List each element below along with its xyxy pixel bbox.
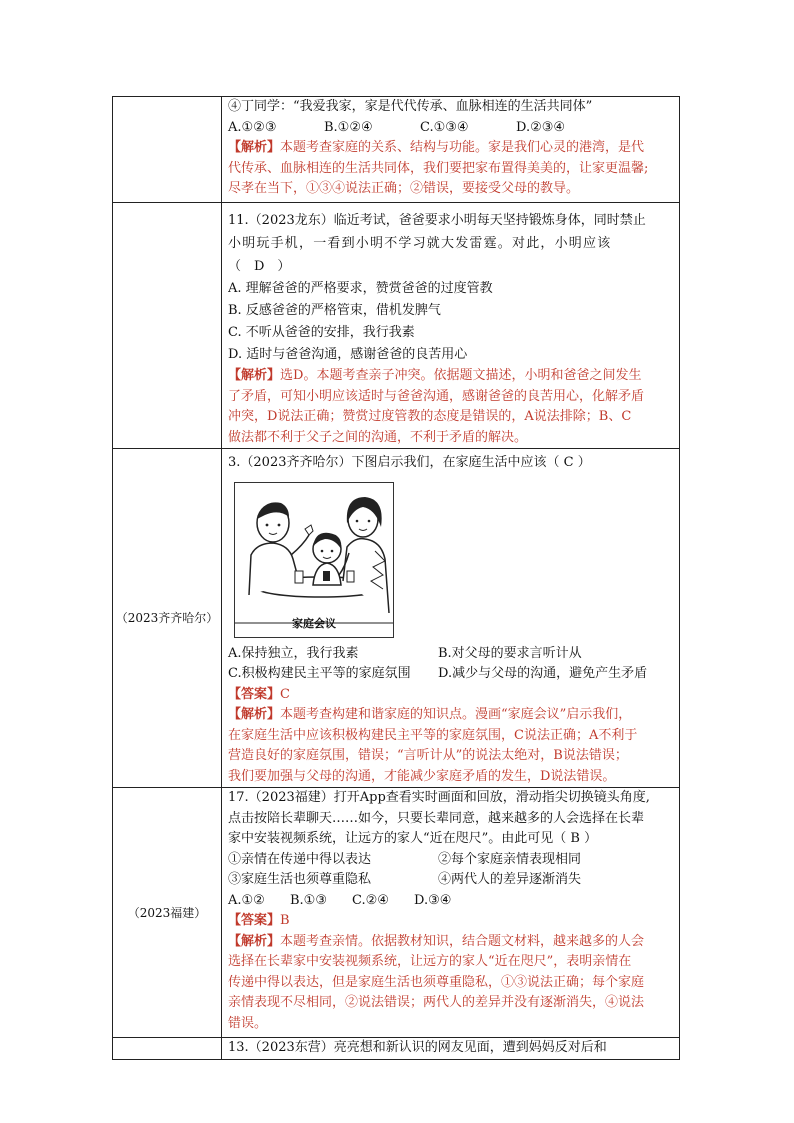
- region-cell: [113, 1038, 222, 1060]
- option-c: C.②④: [352, 892, 389, 908]
- statement-1: ①亲情在传递中得以表达: [228, 851, 372, 867]
- question-line: （ D ）: [228, 259, 291, 274]
- question-line: 17.（2023福建）打开App查看实时画面和回放，滑动指尖切换镜头角度,: [228, 790, 650, 805]
- analysis-text: 传递中得以表达，但是家庭生活也须尊重隐私，①③说法正确；每个家庭: [228, 974, 645, 990]
- question-line: 小明玩手机，一看到小明不学习就大发雷霆。对此，小明应该: [228, 236, 612, 251]
- answer-label: 【答案】: [228, 686, 281, 702]
- question-line: 11.（2023龙东）临近考试，爸爸要求小明每天坚持锻炼身体，同时禁止: [228, 213, 646, 228]
- options-row: [228, 891, 675, 912]
- content-cell: [222, 1038, 680, 1060]
- answer-value: B: [280, 913, 290, 928]
- analysis-text: 选择在长辈家中安装视频系统，让远方的家人“近在咫尺”，表明亲情在: [228, 954, 632, 969]
- option-a: A.保持独立，我行我素: [228, 645, 359, 661]
- analysis-text: 营造良好的家庭氛围，错误；“言听计从”的说法太绝对，B说法错误；: [228, 748, 628, 763]
- table-row: [113, 1038, 680, 1060]
- option-b: B.①②④: [324, 119, 373, 135]
- option-c: C. 不听从爸爸的安排，我行我素: [228, 325, 415, 340]
- option-a: A. 理解爸爸的严格要求，赞赏爸爸的过度管教: [228, 281, 493, 296]
- analysis-text: 亲情表现不尽相同，②说法错误；两代人的差异并没有逐渐消失，④说法: [228, 995, 645, 1010]
- question-table: [112, 96, 680, 1060]
- analysis-text: 冲突，D说法正确；赞赏过度管教的态度是错误的，A说法排除；B、C: [228, 409, 632, 424]
- content-cell: [222, 449, 680, 788]
- options-row: [228, 644, 675, 665]
- cartoon-caption: 家庭会议: [292, 617, 336, 630]
- content-cell: [222, 203, 680, 449]
- answer-value: C: [280, 686, 290, 702]
- options-row: [228, 118, 675, 139]
- statement-3: ③家庭生活也须尊重隐私: [228, 872, 372, 887]
- option-b: B.①③: [290, 892, 327, 908]
- region-cell: [113, 97, 222, 203]
- statement-2: ②每个家庭亲情表现相同: [438, 851, 582, 867]
- analysis-label: 【解析】: [228, 933, 281, 949]
- region-cell: [113, 203, 222, 449]
- statements-row: [228, 870, 675, 891]
- analysis-text: 尽孝在当下，①③④说法正确；②错误，要接受父母的教导。: [228, 181, 580, 196]
- analysis-text: 错误。: [228, 1015, 268, 1031]
- statements-row: [228, 850, 675, 871]
- options-row: [228, 664, 675, 685]
- option-d: D.③④: [414, 892, 452, 908]
- family-meeting-cartoon: [234, 482, 394, 638]
- question-line: 点击按陪长辈聊天……如今，只要长辈同意，越来越多的人会选择在长辈: [228, 810, 645, 826]
- question-line: ④丁同学：“我爱我家，家是代代传承、血脉相连的生活共同体”: [228, 99, 593, 114]
- analysis-text: 在家庭生活中应该积极构建民主平等的家庭氛围，C说法正确；A不利于: [228, 727, 638, 743]
- option-d: D.②③④: [516, 119, 566, 135]
- table-row: [113, 449, 680, 788]
- region-cell: （2023福建）: [113, 788, 222, 1038]
- analysis-text: 选D。本题考查亲子冲突。依据题文描述，小明和爸爸之间发生: [280, 368, 642, 383]
- table-row: [113, 203, 680, 449]
- analysis-label: 【解析】: [228, 368, 281, 383]
- option-b: B.对父母的要求言听计从: [438, 645, 582, 661]
- statement-4: ④两代人的差异逐渐消失: [438, 872, 582, 887]
- option-d: D.减少与父母的沟通，避免产生矛盾: [438, 666, 648, 681]
- analysis-label: 【解析】: [228, 140, 281, 155]
- option-a: A.①②: [228, 892, 265, 908]
- option-a: A.①②③: [228, 119, 277, 135]
- option-b: B. 反感爸爸的严格管束，借机发脾气: [228, 303, 441, 318]
- option-d: D. 适时与爸爸沟通，感谢爸爸的良苦用心: [228, 347, 468, 362]
- table-row: [113, 788, 680, 1038]
- analysis-label: 【解析】: [228, 707, 281, 722]
- analysis-text: 本题考查构建和谐家庭的知识点。漫画“家庭会议”启示我们，: [280, 707, 632, 722]
- table-row: [113, 97, 680, 203]
- analysis-text: 本题考查家庭的关系、结构与功能。家是我们心灵的港湾，是代: [280, 140, 645, 155]
- analysis-text: 本题考查亲情。依据教材知识，结合题文材料，越来越多的人会: [280, 933, 645, 949]
- question-line: 13.（2023东营）亮亮想和新认识的网友见面，遭到妈妈反对后和: [228, 1040, 607, 1055]
- analysis-text: 代传承、血脉相连的生活共同体，我们要把家布置得美美的，让家更温馨;: [228, 160, 649, 176]
- answer-label: 【答案】: [228, 913, 281, 928]
- analysis-text: 做法都不利于父子之间的沟通，不利于矛盾的解决。: [228, 429, 528, 445]
- analysis-text: 了矛盾，可知小明应该适时与爸爸沟通，感谢爸爸的良苦用心，化解矛盾: [228, 388, 645, 404]
- content-cell: [222, 788, 680, 1038]
- option-c: C.①③④: [420, 119, 469, 135]
- content-cell: [222, 97, 680, 203]
- question-line: 3.（2023齐齐哈尔）下图启示我们，在家庭生活中应该（ C ）: [228, 455, 591, 470]
- analysis-text: 我们要加强与父母的沟通，才能减少家庭矛盾的发生，D说法错误。: [228, 768, 616, 784]
- region-cell: （2023齐齐哈尔）: [113, 449, 222, 788]
- option-c: C.积极构建民主平等的家庭氛围: [228, 666, 411, 681]
- question-line: 家中安装视频系统，让远方的家人“近在咫尺”。由此可见（ B ）: [228, 831, 598, 846]
